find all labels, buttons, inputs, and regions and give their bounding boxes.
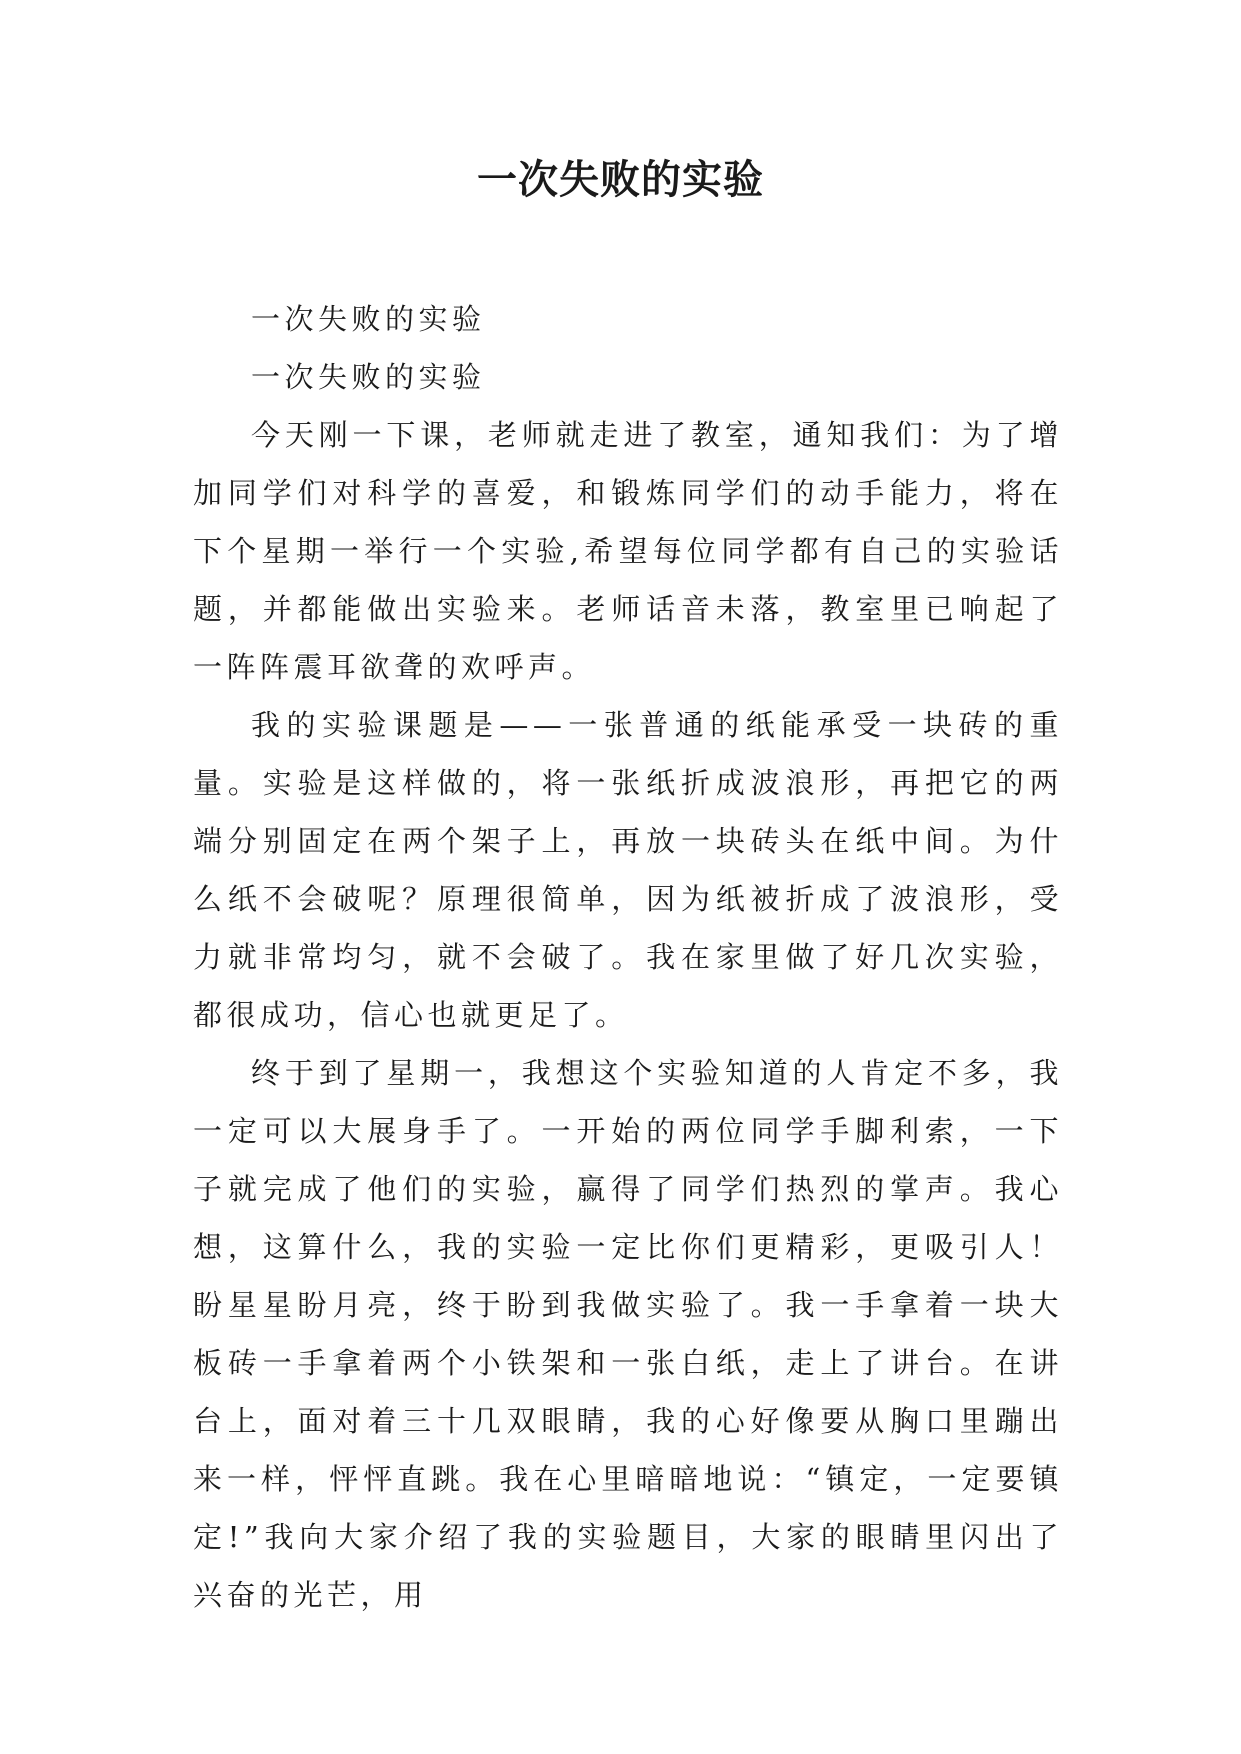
paragraph: 今天刚一下课，老师就走进了教室，通知我们：为了增加同学们对科学的喜爱，和锻炼同学们的动手能力，将在下个星期一举行一个实验,希望每位同学都有自己的实验话题，并都能做出实验来。老师话音未落，教室里已响起了一阵阵震耳欲聋的欢呼声。 [193,418,1063,684]
paragraph: 一次失败的实验 [251,360,486,394]
paragraph: 终于到了星期一，我想这个实验知道的人肯定不多，我一定可以大展身手了。一开始的两位同学手脚利索，一下子就完成了他们的实验，赢得了同学们热烈的掌声。我心想，这算什么，我的实验一定比你们更精彩，更吸引人！盼星星盼月亮，终于盼到我做实验了。我一手拿着一块大板砖一手拿着两个小铁架和一张白纸，走上了讲台。在讲台上，面对着三十几双眼睛，我的心好像要从胸口里蹦出来一样，怦怦直跳。我在心里暗暗地说：“镇定，一定要镇定!”我向大家介绍了我的实验题目，大家的眼睛里闪出了兴奋的光芒，用 [193,1056,1063,1612]
document-body [193,290,1063,1624]
document-title: 一次失败的实验 [477,157,764,203]
paragraph: 我的实验课题是——一张普通的纸能承受一块砖的重量。实验是这样做的，将一张纸折成波浪形，再把它的两端分别固定在两个架子上，再放一块砖头在纸中间。为什么纸不会破呢？原理很简单，因为纸被折成了波浪形，受力就非常均匀，就不会破了。我在家里做了好几次实验，都很成功，信心也就更足了。 [193,708,1063,1032]
paragraph: 一次失败的实验 [251,302,486,336]
